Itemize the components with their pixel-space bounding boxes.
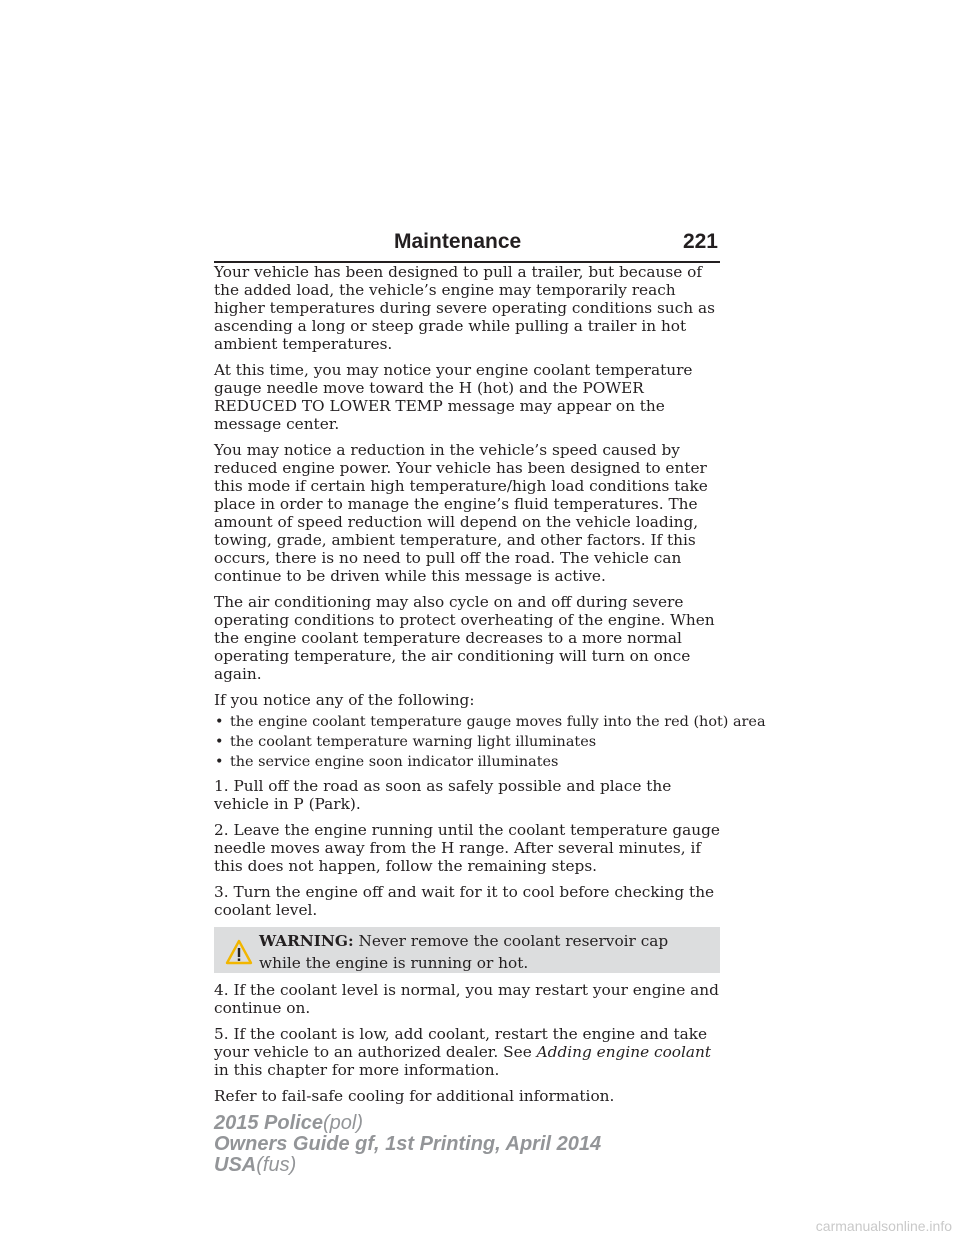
paragraph-trailer: Your vehicle has been designed to pull a trailer, but because of the added load, the vehicle’s engine may temporarily reach higher temperatures during severe operating conditions such as ascending a long or steep grade while pulling a trailer in hot ambient temperatures. xyxy=(214,263,715,353)
warning-label: WARNING: xyxy=(259,932,354,950)
footer-line-2: Owners Guide gf, 1st Printing, April 2014 xyxy=(214,1133,602,1155)
paragraph-gauge: At this time, you may notice your engine coolant temperature gauge needle move toward the H (hot) and the POWER REDUCED TO LOWER TEMP message may appear on the message center. xyxy=(214,361,693,433)
symptom-list xyxy=(214,713,766,771)
page-header xyxy=(214,226,720,260)
list-item: • the service engine soon indicator illuminates xyxy=(215,754,559,770)
warning-message: Never remove the coolant reservoir cap while the engine is running or hot. xyxy=(259,932,669,972)
paragraph-notice-intro: If you notice any of the following: xyxy=(214,691,475,709)
step-2: 2. Leave the engine running until the coolant temperature gauge needle moves away from the H range. After several minutes, if this does not happen, follow the remaining steps. xyxy=(214,821,720,875)
step-5: 5. If the coolant is low, add coolant, restart the engine and take your vehicle to an authorized dealer. See Adding engine coolant in this chapter for more information. xyxy=(214,1025,712,1079)
footer-line-1: 2015 Police(pol) xyxy=(214,1112,363,1134)
watermark: carmanualsonline.info xyxy=(815,1218,952,1234)
step-4: 4. If the coolant level is normal, you may restart your engine and continue on. xyxy=(214,981,719,1017)
page-number: 221 xyxy=(682,230,718,253)
list-item: • the engine coolant temperature gauge moves fully into the red (hot) area xyxy=(215,714,766,730)
paragraph-speed: You may notice a reduction in the vehicle’s speed caused by reduced engine power. Your vehicle has been designed to enter this mode if certain high temperature/high load conditions take place in order to manage the engine’s fluid temperatures. The amount of speed reduction will depend on the vehicle loading, towing, grade, ambient temperature, and other factors. If this occurs, there is no need to pull off the road. The vehicle can continue to be driven while this message is active. xyxy=(214,441,708,585)
paragraph-air-conditioning: The air conditioning may also cycle on and off during severe operating conditions to protect overheating of the engine. When the engine coolant temperature decreases to a more normal operating temperature, the air conditioning will turn on once again. xyxy=(214,593,715,683)
footer-line-3: USA(fus) xyxy=(214,1154,297,1176)
step-1: 1. Pull off the road as soon as safely possible and place the vehicle in P (Park). xyxy=(214,777,672,813)
page-footer xyxy=(214,1113,601,1176)
step-3: 3. Turn the engine off and wait for it to cool before checking the coolant level. xyxy=(214,883,715,919)
warning-text xyxy=(259,930,706,974)
body-text xyxy=(214,263,766,1113)
bullet-icon: • xyxy=(215,714,224,730)
section-title: Maintenance xyxy=(394,230,522,253)
cross-reference-link: Adding engine coolant xyxy=(536,1043,712,1061)
bullet-icon: • xyxy=(215,754,224,770)
list-item: • the coolant temperature warning light illuminates xyxy=(215,734,597,750)
warning-triangle-icon xyxy=(225,939,253,965)
bullet-icon: • xyxy=(215,734,224,750)
closing-note: Refer to fail-safe cooling for additional information. xyxy=(214,1087,615,1105)
warning-box xyxy=(214,927,720,973)
